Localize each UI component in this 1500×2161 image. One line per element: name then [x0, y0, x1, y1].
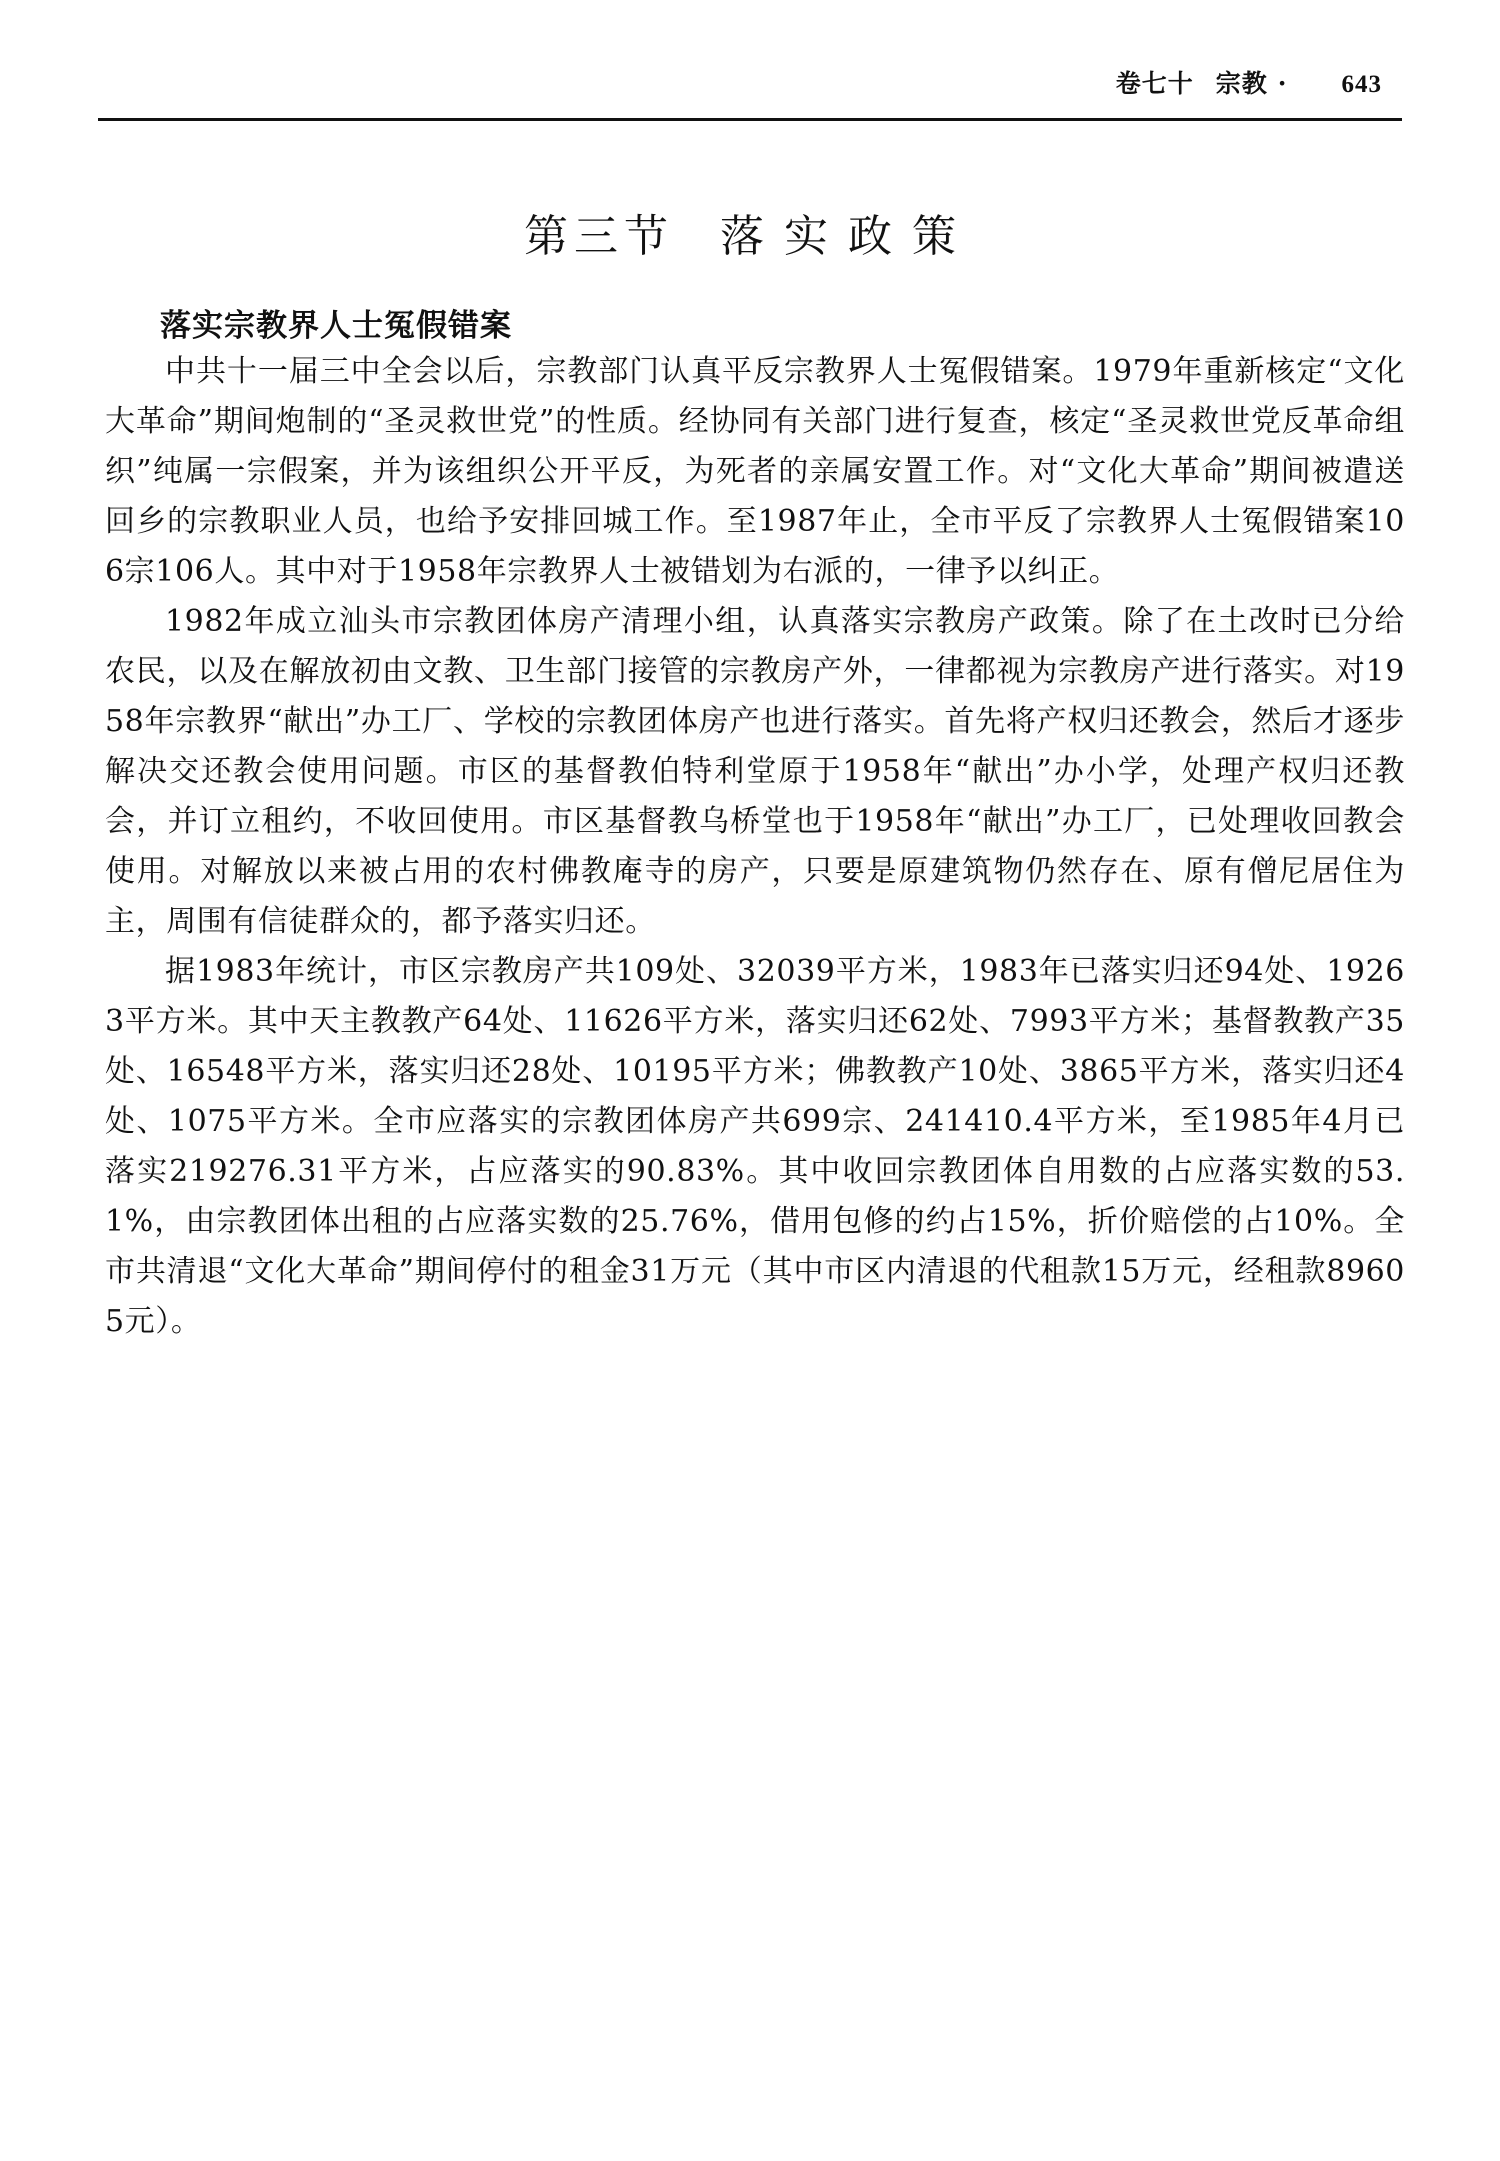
section-title [0, 200, 1500, 264]
subheading: 落实宗教界人士冤假错案 [160, 308, 512, 344]
page-header [98, 58, 1402, 121]
paragraph: 中共十一届三中全会以后，宗教部门认真平反宗教界人士冤假错案。1979年重新核定“文化大革命”期间炮制的“圣灵救世党”的性质。经协同有关部门进行复查，核定“圣灵救世党反革命组织”纯属一宗假案，并为该组织公开平反，为死者的亲属安置工作。对“文化大革命”期间被遣送回乡的宗教职业人员，也给予安排回城工作。至1987年止，全市平反了宗教界人士冤假错案106宗106人。其中对于1958年宗教界人士被错划为右派的，一律予以纠正。 [105, 354, 1405, 589]
header-separator: · [1277, 69, 1288, 98]
body-text [105, 347, 1405, 1347]
header-volume: 卷七十 [1115, 69, 1194, 98]
paragraph: 1982年成立汕头市宗教团体房产清理小组，认真落实宗教房产政策。除了在土改时已分给农民，以及在解放初由文教、卫生部门接管的宗教房产外，一律都视为宗教房产进行落实。对1958年宗教界“献出”办工厂、学校的宗教团体房产也进行落实。首先将产权归还教会，然后才逐步解决交还教会使用问题。市区的基督教伯特利堂原于1958年“献出”办小学，处理产权归还教会，并订立租约，不收回使用。市区基督教乌桥堂也于1958年“献出”办工厂，已处理收回教会使用。对解放以来被占用的农村佛教庵寺的房产，只要是原建筑物仍然存在、原有僧尼居住为主，周围有信徒群众的，都予落实归还。 [105, 604, 1405, 939]
page-number: 643 [1341, 71, 1382, 98]
paragraph: 据1983年统计，市区宗教房产共109处、32039平方米，1983年已落实归还94处、19263平方米。其中天主教教产64处、11626平方米，落实归还62处、7993平方米；基督教教产35处、16548平方米，落实归还28处、10195平方米；佛教教产10处、3865平方米，落实归还4处、1075平方米。全市应落实的宗教团体房产共699宗、241410.4平方米，至1985年4月已落实219276.31平方米，占应落实的90.83%。其中收回宗教团体自用数的占应落实数的53.1%，由宗教团体出租的占应落实数的25.76%，借用包修的约占15%，折价赔偿的占10%。全市共清退“文化大革命”期间停付的租金31万元（其中市区内清退的代租款15万元，经租款89605元）。 [105, 954, 1405, 1339]
section-number: 第三节 [524, 211, 674, 262]
section-name: 落实政策 [720, 211, 976, 262]
header-subject: 宗教 [1215, 69, 1268, 98]
running-header [1116, 64, 1382, 100]
